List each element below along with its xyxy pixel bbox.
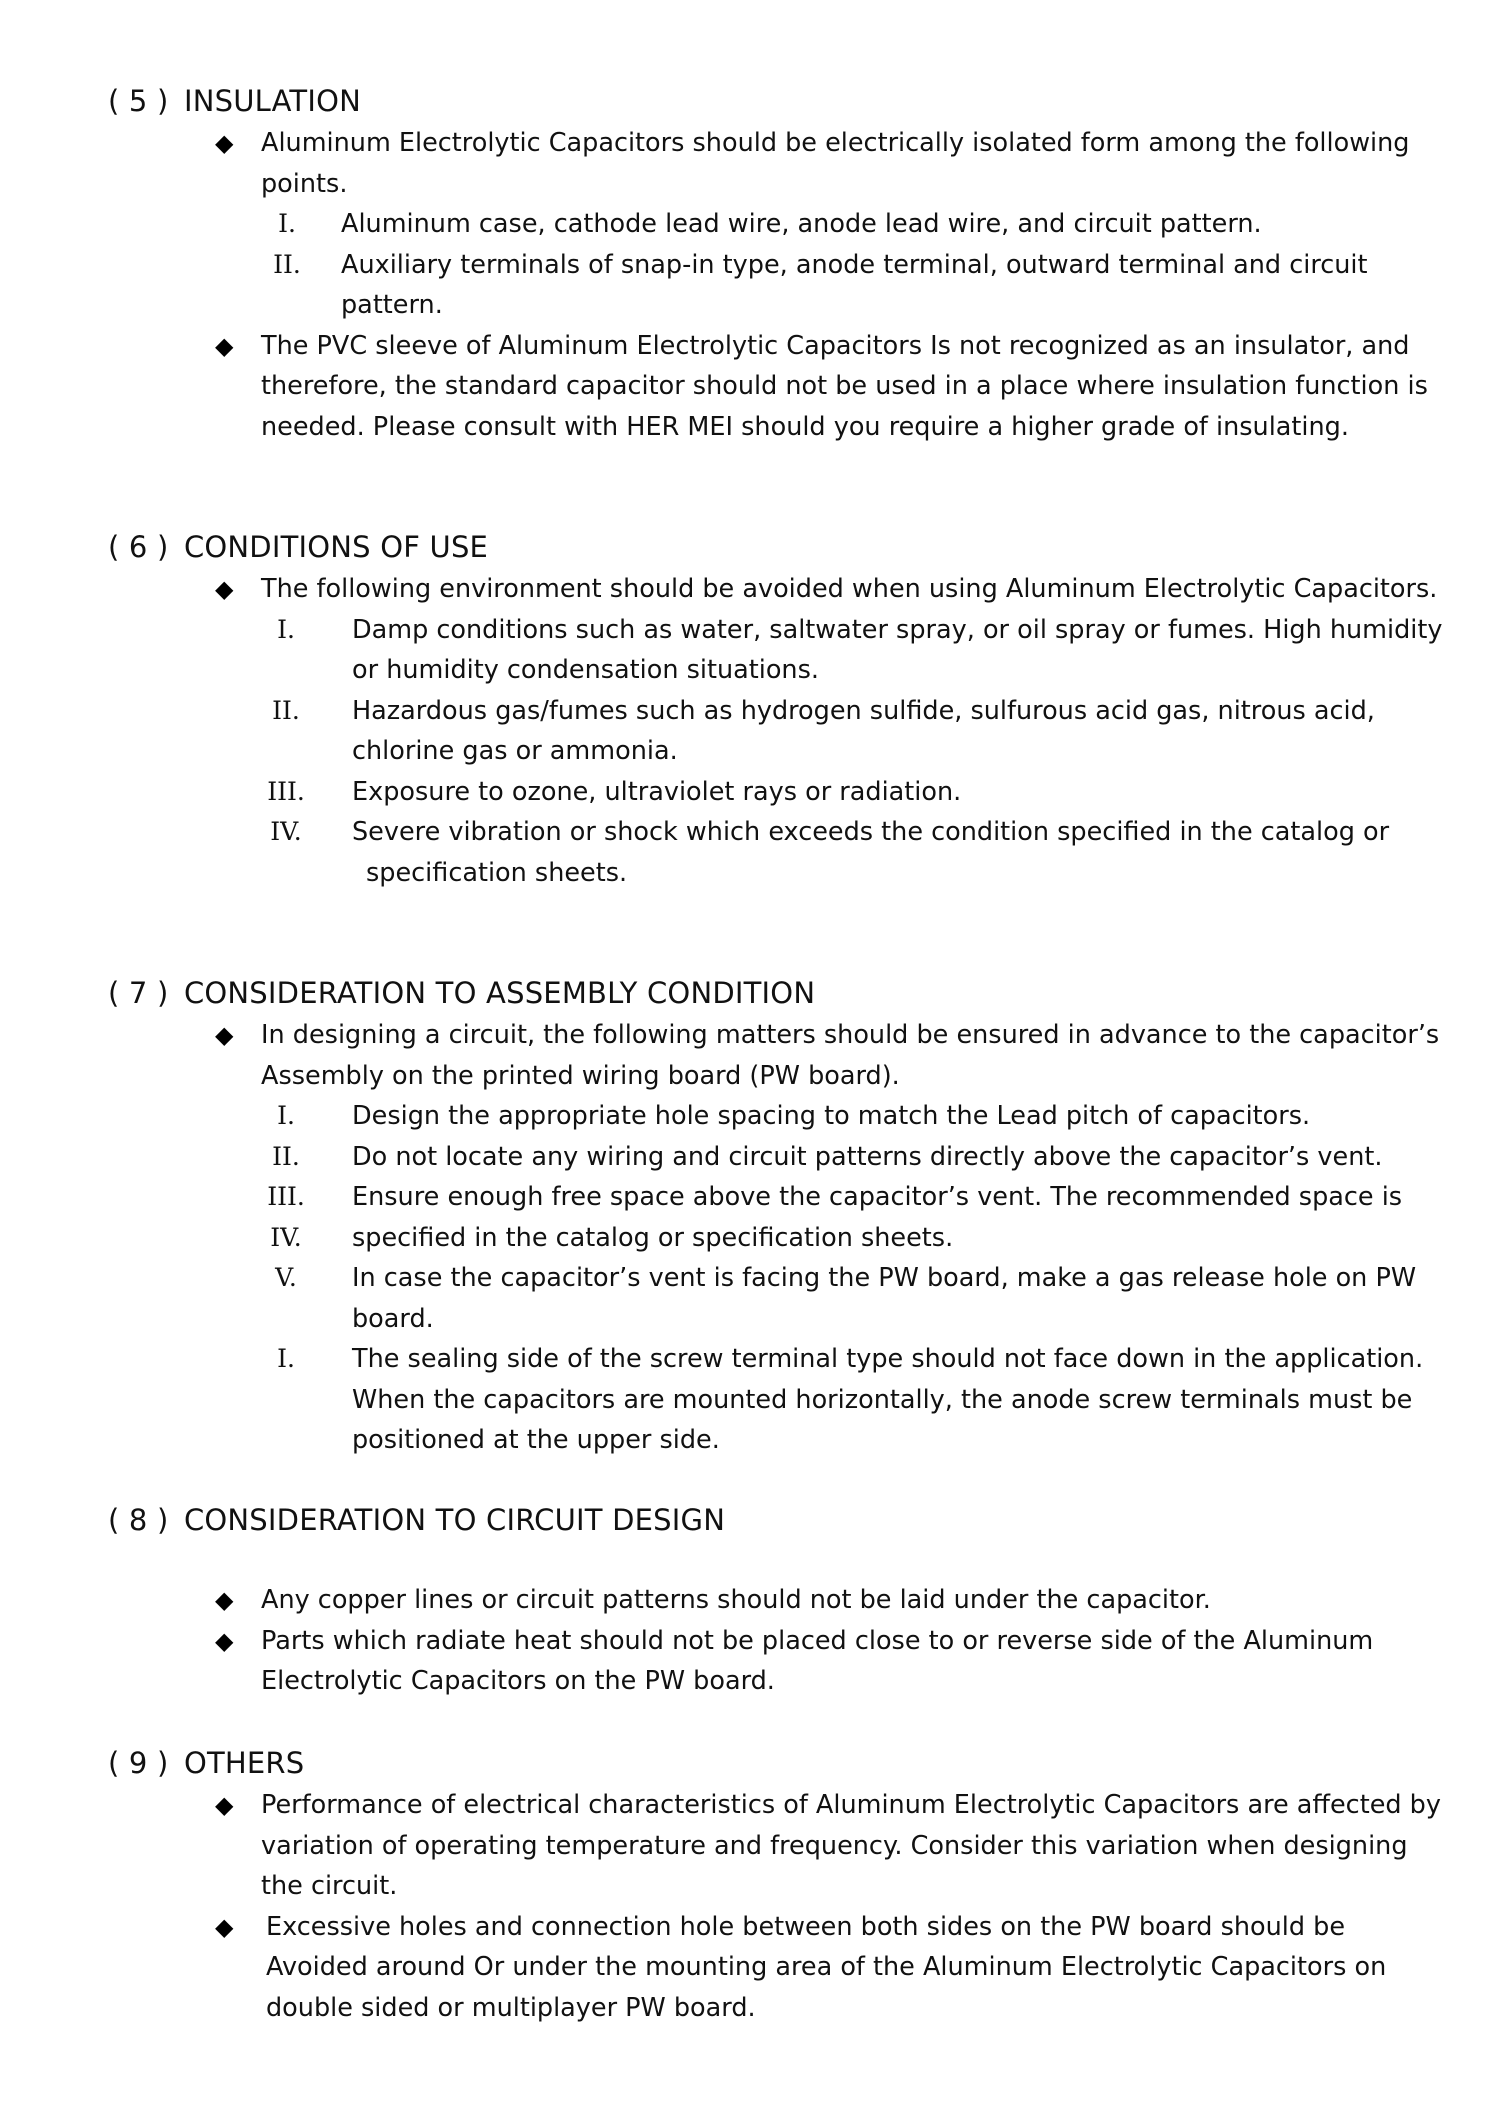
bullet-text: Any copper lines or circuit patterns should not be laid under the capacitor.	[261, 1585, 1211, 1615]
section-number: ( 8 )	[108, 1503, 169, 1537]
numbered-item	[272, 1137, 1444, 1178]
section-title: INSULATION	[183, 84, 362, 118]
diamond-bullet-icon: ◆	[215, 129, 234, 157]
roman-numeral: I.	[277, 1344, 295, 1373]
numbered-item	[273, 245, 1444, 326]
bullet-text: Parts which radiate heat should not be placed close to or reverse side of the Aluminum Electrolytic Capacitors on the PW board.	[261, 1625, 1374, 1696]
item-text: Severe vibration or shock which exceeds the condition specified in the catalog or	[352, 817, 1390, 847]
bullet-item	[215, 1621, 1444, 1702]
bullet-item	[215, 1785, 1444, 1907]
item-text: Hazardous gas/fumes such as hydrogen sulfide, sulfurous acid gas, nitrous acid, chlorine gas or ammonia.	[352, 695, 1375, 766]
numbered-item-continuation	[352, 853, 1444, 894]
bullet-text: The following environment should be avoided when using Aluminum Electrolytic Capacitors.	[261, 574, 1438, 604]
item-text: Do not locate any wiring and circuit patterns directly above the capacitor’s vent.	[352, 1141, 1383, 1172]
item-text: Auxiliary terminals of snap-in type, anode terminal, outward terminal and circuit pattern.	[341, 249, 1368, 320]
item-text: Design the appropriate hole spacing to match the Lead pitch of capacitors.	[352, 1101, 1311, 1131]
diamond-bullet-icon: ◆	[215, 1021, 234, 1049]
section-title: CONSIDERATION TO ASSEMBLY CONDITION	[183, 976, 816, 1010]
roman-numeral: II.	[272, 695, 300, 725]
section-title: CONSIDERATION TO CIRCUIT DESIGN	[183, 1503, 726, 1537]
diamond-bullet-icon: ◆	[215, 1586, 234, 1614]
bullet-item	[215, 1907, 1444, 2029]
section-circuit-design	[0, 1500, 1500, 1702]
item-text: In case the capacitor’s vent is facing the PW board, make a gas release hole on PW board.	[352, 1263, 1417, 1334]
bullet-item	[215, 123, 1444, 204]
diamond-bullet-icon: ◆	[215, 331, 234, 360]
roman-numeral: I.	[277, 614, 295, 644]
numbered-item	[267, 1177, 1444, 1218]
numbered-item	[275, 1258, 1444, 1339]
numbered-item	[277, 1096, 1444, 1137]
roman-numeral: I.	[277, 1101, 295, 1130]
section-title: OTHERS	[183, 1746, 305, 1780]
numbered-item	[270, 1218, 1444, 1259]
roman-numeral: V.	[275, 1263, 297, 1292]
section-conditions-of-use	[0, 527, 1500, 893]
bullet-item	[215, 1580, 1444, 1621]
item-text: The sealing side of the screw terminal type should not face down in the application. When the capacitors are mounted horizontally, the anode screw terminals must be positioned at the upper side.	[352, 1344, 1424, 1455]
bullet-text: Aluminum Electrolytic Capacitors should be electrically isolated form among the following points.	[261, 128, 1410, 199]
numbered-item	[270, 812, 1444, 853]
numbered-item	[272, 691, 1444, 772]
section-others	[0, 1743, 1500, 2028]
bullet-item	[215, 1015, 1444, 1096]
item-text: Aluminum case, cathode lead wire, anode lead wire, and circuit pattern.	[341, 209, 1262, 239]
roman-numeral: I.	[278, 209, 296, 238]
roman-numeral: III.	[267, 1182, 305, 1211]
section-heading	[108, 1500, 1500, 1540]
bullet-text: Performance of electrical characteristics of Aluminum Electrolytic Capacitors are affected by variation of operating temperature and frequency. Consider this variation when designing the circuit.	[261, 1790, 1441, 1901]
section-number: ( 5 )	[108, 84, 169, 118]
section-heading	[108, 81, 1500, 121]
section-number: ( 9 )	[108, 1746, 169, 1780]
section-title: CONDITIONS OF USE	[183, 530, 489, 564]
section-heading	[108, 527, 1500, 567]
roman-numeral: III.	[267, 776, 305, 806]
bullet-item	[215, 569, 1444, 610]
section-number: ( 7 )	[108, 976, 169, 1010]
diamond-bullet-icon: ◆	[215, 1626, 234, 1655]
item-text: Ensure enough free space above the capacitor’s vent. The recommended space is	[352, 1182, 1403, 1212]
section-heading	[108, 1743, 1500, 1783]
roman-numeral: IV.	[270, 1222, 302, 1252]
bullet-item	[215, 326, 1444, 448]
bullet-text: The PVC sleeve of Aluminum Electrolytic Capacitors Is not recognized as an insulator, and therefore, the standard capacitor should not be used in a place where insulation function is needed. Please consult with HER MEI should you require a higher grade of insulating.	[261, 330, 1428, 442]
diamond-bullet-icon: ◆	[215, 1791, 234, 1819]
section-number: ( 6 )	[108, 530, 169, 564]
numbered-item	[278, 204, 1444, 245]
item-text: specification sheets.	[366, 857, 628, 888]
roman-numeral: II.	[272, 1141, 300, 1171]
item-text: Damp conditions such as water, saltwater spray, or oil spray or fumes. High humidity or humidity condensation situations.	[352, 614, 1443, 685]
numbered-item	[277, 1339, 1444, 1461]
bullet-text: In designing a circuit, the following matters should be ensured in advance to the capacitor’s Assembly on the printed wiring board (PW board).	[261, 1020, 1440, 1091]
numbered-item	[267, 772, 1444, 813]
item-text: specified in the catalog or specification sheets.	[352, 1222, 954, 1253]
diamond-bullet-icon: ◆	[215, 1912, 234, 1941]
diamond-bullet-icon: ◆	[215, 575, 234, 603]
item-text: Exposure to ozone, ultraviolet rays or radiation.	[352, 776, 962, 807]
section-insulation	[0, 81, 1500, 447]
roman-numeral: II.	[273, 249, 301, 279]
bullet-text: Excessive holes and connection hole between both sides on the PW board should be Avoided around Or under the mounting area of the Aluminum Electrolytic Capacitors on double sided or multiplayer PW board.	[266, 1911, 1387, 2023]
roman-numeral: IV.	[270, 817, 302, 846]
section-assembly-condition	[0, 973, 1500, 1461]
section-heading	[108, 973, 1500, 1013]
numbered-item	[277, 610, 1444, 691]
